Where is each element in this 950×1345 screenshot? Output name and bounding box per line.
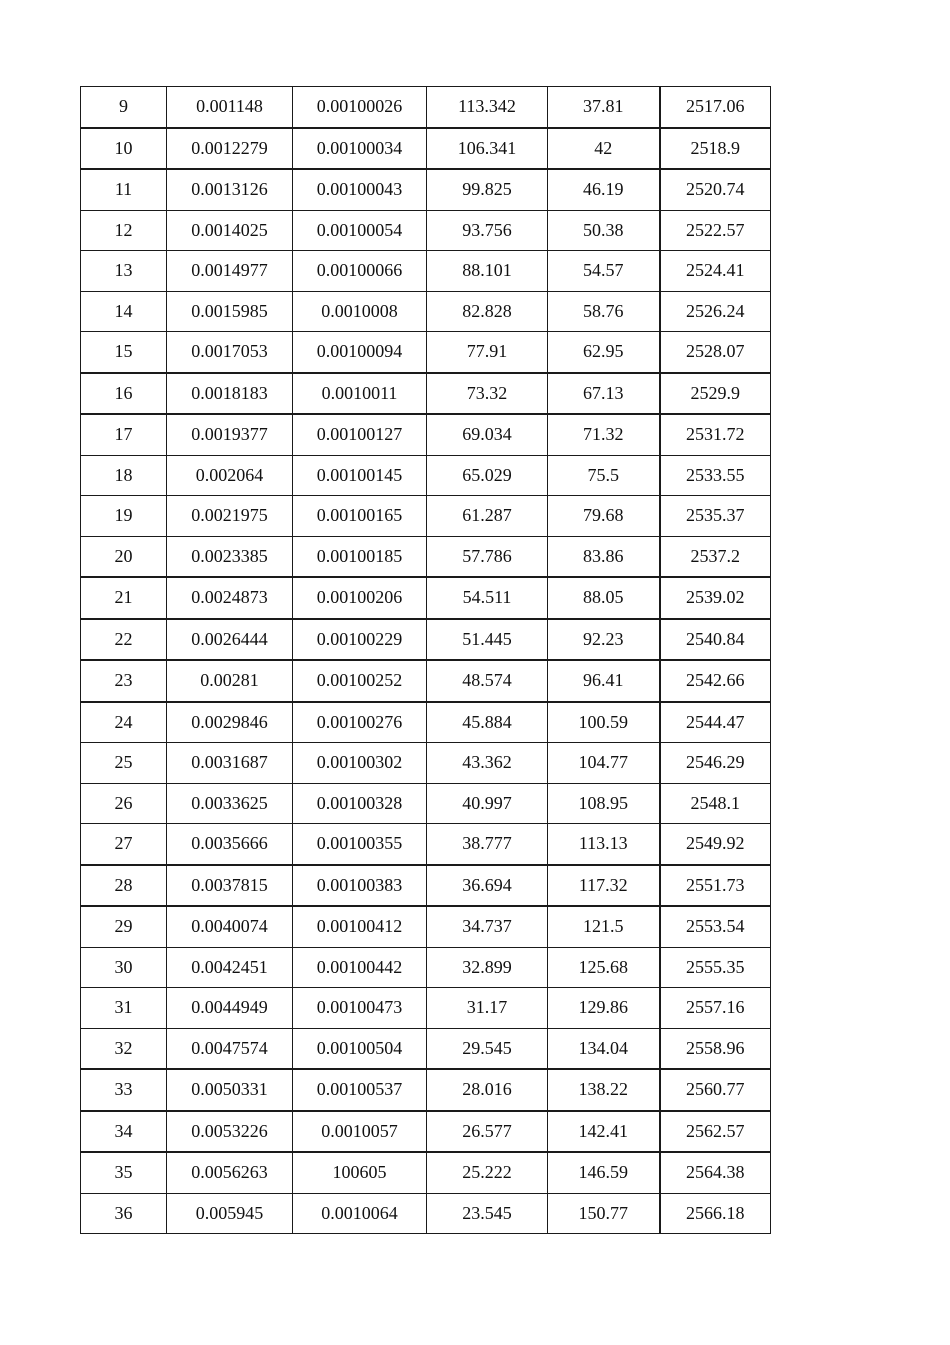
liquid-enthalpy-cell: 134.04: [548, 1028, 660, 1069]
table-row: [81, 414, 771, 455]
vapor-volume-cell: 61.287: [427, 496, 548, 537]
liquid-enthalpy-cell: 104.77: [548, 743, 660, 784]
vapor-volume-cell: 54.511: [427, 577, 548, 619]
liquid-volume-cell: 0.00100206: [293, 577, 427, 619]
temperature-cell: 18: [81, 455, 167, 496]
table-row: [81, 1069, 771, 1111]
table-row: [81, 988, 771, 1029]
data-table: [80, 86, 771, 1234]
liquid-volume-cell: 0.00100355: [293, 824, 427, 865]
pressure-cell: 0.0037815: [167, 865, 293, 907]
liquid-enthalpy-cell: 62.95: [548, 332, 660, 373]
liquid-enthalpy-cell: 121.5: [548, 906, 660, 947]
vapor-volume-cell: 43.362: [427, 743, 548, 784]
liquid-volume-cell: 0.00100252: [293, 660, 427, 702]
liquid-enthalpy-cell: 146.59: [548, 1152, 660, 1193]
vapor-enthalpy-cell: 2517.06: [660, 87, 771, 128]
vapor-volume-cell: 29.545: [427, 1028, 548, 1069]
liquid-enthalpy-cell: 50.38: [548, 210, 660, 251]
vapor-enthalpy-cell: 2531.72: [660, 414, 771, 455]
vapor-enthalpy-cell: 2535.37: [660, 496, 771, 537]
vapor-volume-cell: 82.828: [427, 291, 548, 332]
pressure-cell: 0.0017053: [167, 332, 293, 373]
vapor-volume-cell: 28.016: [427, 1069, 548, 1111]
vapor-enthalpy-cell: 2555.35: [660, 947, 771, 988]
temperature-cell: 12: [81, 210, 167, 251]
liquid-enthalpy-cell: 129.86: [548, 988, 660, 1029]
temperature-cell: 14: [81, 291, 167, 332]
table-row: [81, 824, 771, 865]
vapor-volume-cell: 23.545: [427, 1193, 548, 1234]
table-row: [81, 743, 771, 784]
temperature-cell: 28: [81, 865, 167, 907]
pressure-cell: 0.0024873: [167, 577, 293, 619]
table-row: [81, 128, 771, 170]
vapor-volume-cell: 57.786: [427, 536, 548, 577]
vapor-volume-cell: 48.574: [427, 660, 548, 702]
liquid-volume-cell: 0.00100302: [293, 743, 427, 784]
liquid-volume-cell: 0.00100034: [293, 128, 427, 170]
vapor-volume-cell: 106.341: [427, 128, 548, 170]
liquid-enthalpy-cell: 58.76: [548, 291, 660, 332]
vapor-enthalpy-cell: 2558.96: [660, 1028, 771, 1069]
pressure-cell: 0.0029846: [167, 702, 293, 743]
vapor-volume-cell: 65.029: [427, 455, 548, 496]
table-row: [81, 1152, 771, 1193]
pressure-cell: 0.0023385: [167, 536, 293, 577]
vapor-enthalpy-cell: 2528.07: [660, 332, 771, 373]
liquid-enthalpy-cell: 113.13: [548, 824, 660, 865]
liquid-enthalpy-cell: 92.23: [548, 619, 660, 661]
temperature-cell: 31: [81, 988, 167, 1029]
vapor-volume-cell: 40.997: [427, 783, 548, 824]
temperature-cell: 26: [81, 783, 167, 824]
pressure-cell: 0.0053226: [167, 1111, 293, 1153]
table-row: [81, 783, 771, 824]
liquid-enthalpy-cell: 108.95: [548, 783, 660, 824]
vapor-volume-cell: 113.342: [427, 87, 548, 128]
temperature-cell: 19: [81, 496, 167, 537]
temperature-cell: 36: [81, 1193, 167, 1234]
liquid-volume-cell: 0.00100383: [293, 865, 427, 907]
table-row: [81, 577, 771, 619]
vapor-enthalpy-cell: 2548.1: [660, 783, 771, 824]
vapor-enthalpy-cell: 2522.57: [660, 210, 771, 251]
vapor-enthalpy-cell: 2560.77: [660, 1069, 771, 1111]
temperature-cell: 10: [81, 128, 167, 170]
vapor-enthalpy-cell: 2564.38: [660, 1152, 771, 1193]
table-row: [81, 496, 771, 537]
pressure-cell: 0.0012279: [167, 128, 293, 170]
liquid-volume-cell: 0.0010064: [293, 1193, 427, 1234]
temperature-cell: 30: [81, 947, 167, 988]
vapor-volume-cell: 77.91: [427, 332, 548, 373]
vapor-volume-cell: 99.825: [427, 169, 548, 210]
vapor-enthalpy-cell: 2529.9: [660, 373, 771, 415]
vapor-enthalpy-cell: 2524.41: [660, 251, 771, 292]
liquid-enthalpy-cell: 150.77: [548, 1193, 660, 1234]
vapor-enthalpy-cell: 2542.66: [660, 660, 771, 702]
liquid-volume-cell: 0.0010057: [293, 1111, 427, 1153]
liquid-enthalpy-cell: 125.68: [548, 947, 660, 988]
vapor-volume-cell: 69.034: [427, 414, 548, 455]
vapor-volume-cell: 32.899: [427, 947, 548, 988]
vapor-enthalpy-cell: 2562.57: [660, 1111, 771, 1153]
pressure-cell: 0.0042451: [167, 947, 293, 988]
liquid-enthalpy-cell: 138.22: [548, 1069, 660, 1111]
liquid-volume-cell: 0.0010008: [293, 291, 427, 332]
vapor-volume-cell: 26.577: [427, 1111, 548, 1153]
pressure-cell: 0.0018183: [167, 373, 293, 415]
temperature-cell: 29: [81, 906, 167, 947]
liquid-enthalpy-cell: 37.81: [548, 87, 660, 128]
liquid-volume-cell: 0.00100185: [293, 536, 427, 577]
liquid-volume-cell: 0.00100328: [293, 783, 427, 824]
table-row: [81, 702, 771, 743]
table-row: [81, 1028, 771, 1069]
temperature-cell: 22: [81, 619, 167, 661]
pressure-cell: 0.002064: [167, 455, 293, 496]
liquid-volume-cell: 100605: [293, 1152, 427, 1193]
liquid-enthalpy-cell: 117.32: [548, 865, 660, 907]
temperature-cell: 17: [81, 414, 167, 455]
liquid-enthalpy-cell: 42: [548, 128, 660, 170]
table-row: [81, 210, 771, 251]
vapor-enthalpy-cell: 2551.73: [660, 865, 771, 907]
vapor-volume-cell: 88.101: [427, 251, 548, 292]
liquid-volume-cell: 0.00100066: [293, 251, 427, 292]
vapor-enthalpy-cell: 2539.02: [660, 577, 771, 619]
liquid-enthalpy-cell: 46.19: [548, 169, 660, 210]
pressure-cell: 0.001148: [167, 87, 293, 128]
table-row: [81, 619, 771, 661]
temperature-cell: 21: [81, 577, 167, 619]
pressure-cell: 0.0040074: [167, 906, 293, 947]
liquid-volume-cell: 0.00100537: [293, 1069, 427, 1111]
pressure-cell: 0.0033625: [167, 783, 293, 824]
pressure-cell: 0.005945: [167, 1193, 293, 1234]
table-body: [81, 87, 771, 1234]
vapor-volume-cell: 36.694: [427, 865, 548, 907]
liquid-volume-cell: 0.00100442: [293, 947, 427, 988]
temperature-cell: 34: [81, 1111, 167, 1153]
pressure-cell: 0.0044949: [167, 988, 293, 1029]
liquid-enthalpy-cell: 96.41: [548, 660, 660, 702]
temperature-cell: 13: [81, 251, 167, 292]
vapor-volume-cell: 31.17: [427, 988, 548, 1029]
vapor-volume-cell: 73.32: [427, 373, 548, 415]
temperature-cell: 11: [81, 169, 167, 210]
temperature-cell: 24: [81, 702, 167, 743]
temperature-cell: 27: [81, 824, 167, 865]
temperature-cell: 35: [81, 1152, 167, 1193]
table-row: [81, 169, 771, 210]
liquid-volume-cell: 0.00100026: [293, 87, 427, 128]
vapor-enthalpy-cell: 2544.47: [660, 702, 771, 743]
liquid-enthalpy-cell: 79.68: [548, 496, 660, 537]
temperature-cell: 16: [81, 373, 167, 415]
vapor-enthalpy-cell: 2557.16: [660, 988, 771, 1029]
liquid-enthalpy-cell: 142.41: [548, 1111, 660, 1153]
table-row: [81, 251, 771, 292]
temperature-cell: 15: [81, 332, 167, 373]
table-row: [81, 87, 771, 128]
liquid-volume-cell: 0.00100473: [293, 988, 427, 1029]
vapor-enthalpy-cell: 2518.9: [660, 128, 771, 170]
table-row: [81, 536, 771, 577]
liquid-enthalpy-cell: 71.32: [548, 414, 660, 455]
vapor-enthalpy-cell: 2537.2: [660, 536, 771, 577]
liquid-volume-cell: 0.00100165: [293, 496, 427, 537]
liquid-volume-cell: 0.0010011: [293, 373, 427, 415]
pressure-cell: 0.0035666: [167, 824, 293, 865]
liquid-volume-cell: 0.00100054: [293, 210, 427, 251]
liquid-volume-cell: 0.00100412: [293, 906, 427, 947]
liquid-enthalpy-cell: 100.59: [548, 702, 660, 743]
pressure-cell: 0.0019377: [167, 414, 293, 455]
liquid-volume-cell: 0.00100094: [293, 332, 427, 373]
liquid-enthalpy-cell: 54.57: [548, 251, 660, 292]
liquid-enthalpy-cell: 75.5: [548, 455, 660, 496]
pressure-cell: 0.0014977: [167, 251, 293, 292]
vapor-volume-cell: 51.445: [427, 619, 548, 661]
vapor-volume-cell: 34.737: [427, 906, 548, 947]
vapor-enthalpy-cell: 2526.24: [660, 291, 771, 332]
table-row: [81, 455, 771, 496]
pressure-cell: 0.0015985: [167, 291, 293, 332]
liquid-enthalpy-cell: 83.86: [548, 536, 660, 577]
table-row: [81, 1193, 771, 1234]
vapor-volume-cell: 93.756: [427, 210, 548, 251]
pressure-cell: 0.0047574: [167, 1028, 293, 1069]
table-row: [81, 291, 771, 332]
vapor-enthalpy-cell: 2540.84: [660, 619, 771, 661]
pressure-cell: 0.0026444: [167, 619, 293, 661]
vapor-enthalpy-cell: 2549.92: [660, 824, 771, 865]
liquid-volume-cell: 0.00100145: [293, 455, 427, 496]
vapor-volume-cell: 45.884: [427, 702, 548, 743]
temperature-cell: 23: [81, 660, 167, 702]
pressure-cell: 0.00281: [167, 660, 293, 702]
temperature-cell: 20: [81, 536, 167, 577]
vapor-enthalpy-cell: 2546.29: [660, 743, 771, 784]
vapor-enthalpy-cell: 2566.18: [660, 1193, 771, 1234]
liquid-volume-cell: 0.00100504: [293, 1028, 427, 1069]
table-row: [81, 373, 771, 415]
pressure-cell: 0.0050331: [167, 1069, 293, 1111]
pressure-cell: 0.0031687: [167, 743, 293, 784]
liquid-volume-cell: 0.00100276: [293, 702, 427, 743]
table-row: [81, 1111, 771, 1153]
vapor-enthalpy-cell: 2520.74: [660, 169, 771, 210]
table-row: [81, 865, 771, 907]
vapor-enthalpy-cell: 2533.55: [660, 455, 771, 496]
pressure-cell: 0.0014025: [167, 210, 293, 251]
temperature-cell: 9: [81, 87, 167, 128]
temperature-cell: 33: [81, 1069, 167, 1111]
liquid-volume-cell: 0.00100043: [293, 169, 427, 210]
table-row: [81, 947, 771, 988]
pressure-cell: 0.0013126: [167, 169, 293, 210]
liquid-enthalpy-cell: 88.05: [548, 577, 660, 619]
vapor-volume-cell: 38.777: [427, 824, 548, 865]
temperature-cell: 25: [81, 743, 167, 784]
table-row: [81, 332, 771, 373]
table-row: [81, 906, 771, 947]
liquid-volume-cell: 0.00100127: [293, 414, 427, 455]
table-row: [81, 660, 771, 702]
vapor-enthalpy-cell: 2553.54: [660, 906, 771, 947]
vapor-volume-cell: 25.222: [427, 1152, 548, 1193]
temperature-cell: 32: [81, 1028, 167, 1069]
pressure-cell: 0.0056263: [167, 1152, 293, 1193]
liquid-enthalpy-cell: 67.13: [548, 373, 660, 415]
pressure-cell: 0.0021975: [167, 496, 293, 537]
liquid-volume-cell: 0.00100229: [293, 619, 427, 661]
